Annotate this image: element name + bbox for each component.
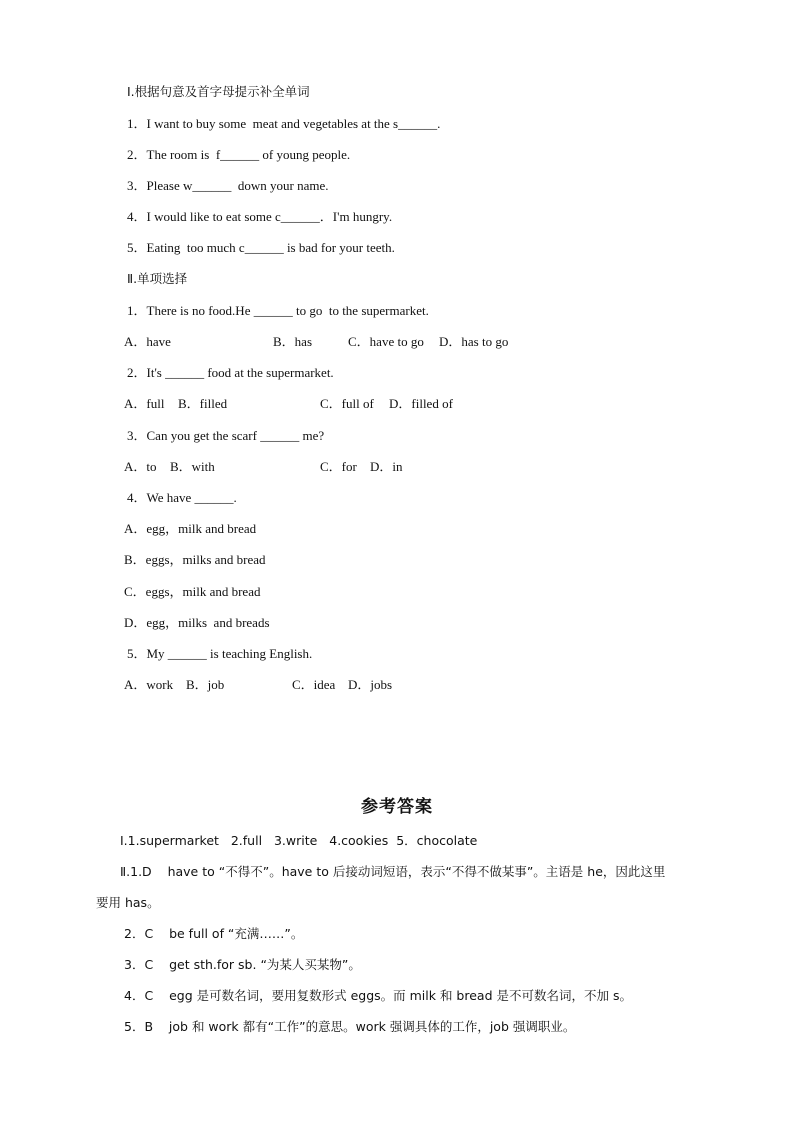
q1-option-d: D．has to go [439, 334, 509, 349]
q3-option-d: D．in [370, 459, 403, 474]
fill-question-1: 1．I want to buy some meat and vegetables at the s______. [127, 116, 441, 131]
q3-option-a: A．to [124, 459, 157, 474]
q2-option-d: D．filled of [389, 396, 453, 411]
fill-question-5: 5．Eating too much c______ is bad for your teeth. [127, 240, 395, 255]
choice-question-4-stem: 4．We have ______. [127, 490, 237, 505]
q1-option-b: B．has [273, 334, 313, 349]
answer-part2-q4: 4．C egg 是可数名词，要用复数形式 eggs。而 milk 和 bread 是不可数名词，不加 s。 [124, 988, 632, 1003]
choice-question-1-stem: 1．There is no food.He ______ to go to the supermarket. [127, 303, 429, 318]
answer-part1: Ⅰ.1.supermarket 2.full 3.write 4.cookies 5．chocolate [120, 833, 478, 848]
q2-option-c: C．full of [320, 396, 374, 411]
q3-option-c: C．for [320, 459, 357, 474]
answer-part2-q3: 3．C get sth.for sb. “为某人买某物”。 [124, 957, 361, 972]
choice-question-2-stem: 2．It's ______ food at the supermarket. [127, 365, 334, 380]
q2-option-b: B．filled [178, 396, 228, 411]
q2-option-a: A．full [124, 396, 165, 411]
answer-part2-q2: 2．C be full of “充满……”。 [124, 926, 304, 941]
fill-question-3: 3．Please w______ down your name. [127, 178, 329, 193]
q5-option-d: D．jobs [348, 677, 393, 692]
answer-part2-q1-line1: Ⅱ.1.D have to “不得不”。have to 后接动词短语，表示“不得不做某事”。主语是 he，因此这里 [120, 864, 666, 879]
choice-question-3-stem: 3．Can you get the scarf ______ me? [127, 428, 325, 443]
part1-heading: Ⅰ.根据句意及首字母提示补全单词 [127, 84, 310, 99]
q5-option-c: C．idea [292, 677, 336, 692]
choice-question-5-stem: 5．My ______ is teaching English. [127, 646, 313, 661]
q1-option-a: A．have [124, 334, 171, 349]
answer-key-title: 参考答案 [361, 797, 433, 817]
q4-option-b: B．eggs，milks and bread [124, 552, 266, 567]
q3-option-b: B．with [170, 459, 215, 474]
answer-part2-q5: 5．B job 和 work 都有“工作”的意思。work 强调具体的工作，job 强调职业。 [124, 1019, 576, 1034]
answer-part2-q1-line2: 要用 has。 [96, 895, 160, 910]
q4-option-c: C．eggs，milk and bread [124, 584, 261, 599]
fill-question-4: 4．I would like to eat some c______．I'm hungry. [127, 209, 393, 224]
part2-heading: Ⅱ.单项选择 [127, 271, 188, 286]
q4-option-d: D．egg，milks and breads [124, 615, 270, 630]
fill-question-2: 2．The room is f______ of young people. [127, 147, 351, 162]
q1-option-c: C．have to go [348, 334, 424, 349]
q5-option-b: B．job [186, 677, 225, 692]
q5-option-a: A．work [124, 677, 174, 692]
q4-option-a: A．egg，milk and bread [124, 521, 257, 536]
